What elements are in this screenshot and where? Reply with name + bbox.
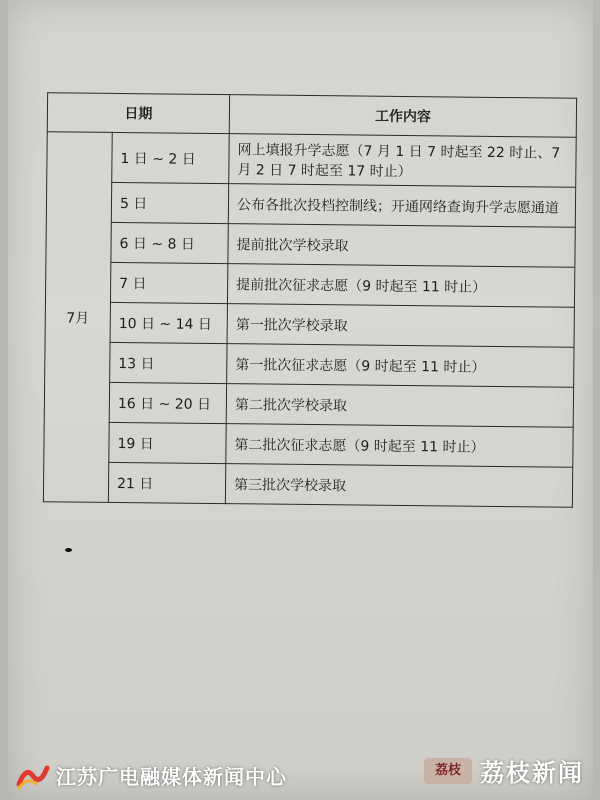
table-row [44, 422, 573, 468]
watermark-bar [0, 752, 600, 800]
content-cell: 第二批次征求志愿（9 时起至 11 时止） [226, 424, 573, 468]
table-row [45, 302, 574, 348]
table-row [47, 132, 576, 188]
table-header-row [47, 93, 576, 138]
header-content: 工作内容 [229, 95, 576, 138]
header-date: 日期 [47, 93, 229, 134]
date-cell: 6 日 ~ 8 日 [111, 222, 228, 263]
content-cell: 提前批次征求志愿（9 时起至 11 时止） [227, 264, 574, 308]
table-row [45, 342, 574, 388]
content-cell: 第一批次征求志愿（9 时起至 11 时止） [227, 344, 574, 388]
content-cell: 网上填报升学志愿（7 月 1 日 7 时起至 22 时止、7 月 2 日 7 时起至 17 时止） [229, 134, 577, 188]
month-cell: 7月 [43, 132, 112, 503]
watermark-right-text: 荔枝新闻 [480, 759, 584, 787]
broadcast-logo-icon [16, 762, 50, 790]
admission-schedule-table [43, 92, 577, 508]
table-row [44, 382, 573, 428]
ink-mark [65, 548, 72, 552]
date-cell: 21 日 [108, 462, 225, 503]
content-cell: 第三批次学校录取 [225, 464, 572, 508]
lizhi-badge-icon: 荔枝 [424, 758, 472, 784]
content-cell: 提前批次学校录取 [228, 224, 575, 268]
date-cell: 1 日 ~ 2 日 [112, 132, 230, 183]
date-cell: 19 日 [109, 422, 226, 463]
date-cell: 7 日 [110, 262, 227, 303]
date-cell: 13 日 [110, 342, 227, 383]
table-row [43, 462, 572, 508]
table-row [46, 182, 575, 228]
watermark-left [16, 761, 287, 790]
watermark-right [424, 753, 584, 788]
table-row [45, 262, 574, 308]
watermark-left-text: 江苏广电融媒体新闻中心 [56, 765, 287, 789]
content-cell: 公布各批次投档控制线；开通网络查询升学志愿通道 [228, 184, 575, 228]
content-cell: 第二批次学校录取 [226, 384, 573, 428]
date-cell: 16 日 ~ 20 日 [109, 382, 226, 423]
date-cell: 5 日 [111, 182, 228, 223]
table-row [46, 222, 575, 268]
date-cell: 10 日 ~ 14 日 [110, 302, 227, 343]
content-cell: 第一批次学校录取 [227, 304, 574, 348]
